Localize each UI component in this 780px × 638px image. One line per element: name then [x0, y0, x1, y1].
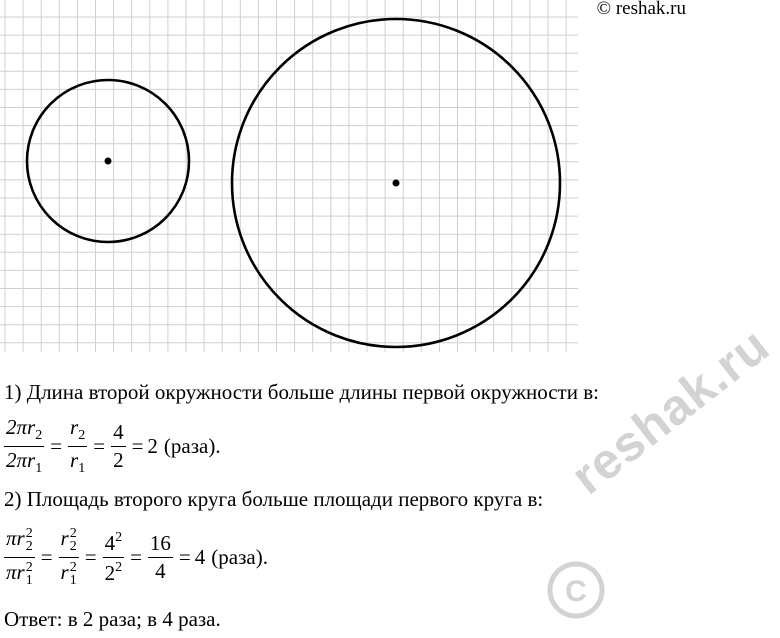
- fraction: $\frac{4}{2}$: [113, 420, 124, 472]
- copyright-label: © reshak.ru: [596, 0, 686, 19]
- fraction: $\frac{2\pi r_2}{2\pi r_1}$: [6, 415, 43, 476]
- fraction: r 2 2 r 2 1: [60, 526, 77, 588]
- watermark-copyright-icon: [546, 560, 606, 620]
- answer-line: Ответ: в 2 раза; в 4 раза.: [4, 607, 221, 631]
- large-circle-center: [393, 180, 400, 187]
- step2-equation: πr 2 2 πr 2 1 = r 2 2 r 2 1 = $\frac{4^2}{2^2}$ = $\frac{16}{4}$ = 4 (раза).: [6, 526, 268, 588]
- step2-text: 2) Площадь второго круга больше площади первого круга в:: [4, 487, 544, 511]
- fraction: $\frac{r_2}{r_1}$: [70, 415, 86, 476]
- step2-unit: (раза).: [211, 544, 268, 569]
- grid-lines: [0, 0, 578, 352]
- fraction: πr 2 2 πr 2 1: [6, 526, 33, 588]
- step1-text: 1) Длина второй окружности больше длины первой окружности в:: [4, 380, 599, 404]
- step1-unit: (раза).: [163, 434, 221, 458]
- svg-text:C: C: [565, 575, 587, 608]
- step1-result: 2: [147, 434, 158, 458]
- step1-equation: $\frac{2\pi r_2}{2\pi r_1}$ = $\frac{r_2}{r_1}$ = $\frac{4}{2}$ = 2 (раза).: [6, 415, 221, 476]
- small-circle-center: [105, 158, 112, 165]
- step2-result: 4: [194, 544, 206, 569]
- watermark-text: reshak.ru: [560, 316, 780, 505]
- fraction: $\frac{16}{4}$: [149, 530, 171, 583]
- fraction: $\frac{4^2}{2^2}$: [104, 529, 123, 585]
